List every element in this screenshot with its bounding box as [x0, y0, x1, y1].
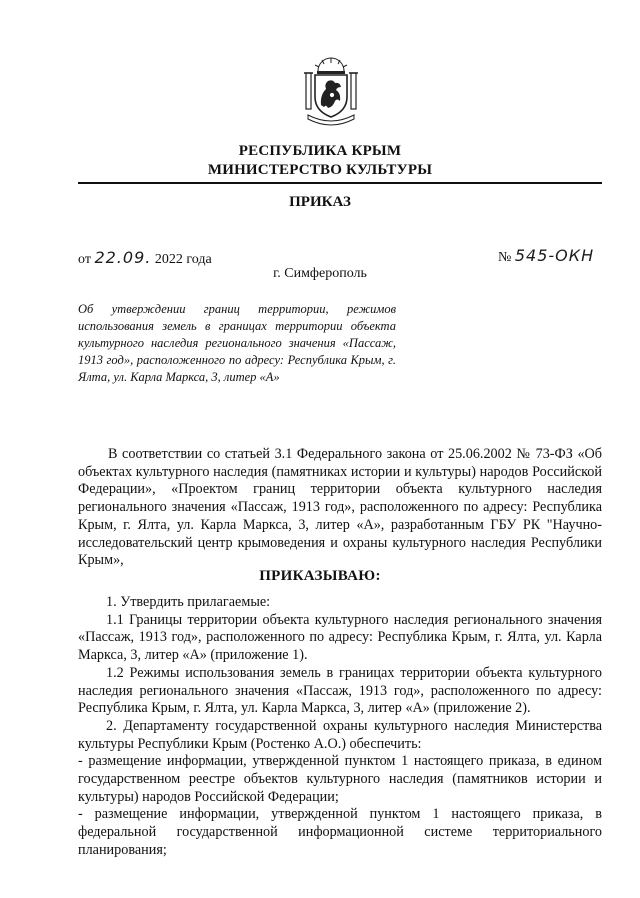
- org-name-line2: МИНИСТЕРСТВО КУЛЬТУРЫ: [207, 162, 433, 178]
- date-handwritten: 22.09.: [94, 248, 152, 267]
- order-heading: ПРИКАЗЫВАЮ:: [259, 568, 381, 584]
- item-1-1: 1.1 Границы территории объекта культурного наследия регионального значения «Пассаж, 1913 год», расположенного по адресу: Республика Крым, г. Ялта, ул. Карла Маркса, 3, литер «А» (приложение 1).: [78, 611, 602, 664]
- item-2-bullet-b: - размещение информации, утвержденной пунктом 1 настоящего приказа, в федеральной государственной информационной системе территориального планирования;: [78, 806, 602, 858]
- date-suffix: 2022 года: [154, 252, 212, 267]
- preamble-paragraph: В соответствии со статьей 3.1 Федерального закона от 25.06.2002 № 73-ФЗ «Об объектах культурного наследия (памятниках истории и культуры) народов Российской Федерации», «Проектом границ территории объекта культурного наследия регионального значения «Пассаж, 1913 год», расположенного по адресу: Республика Крым, г. Ялта, ул. Карла Маркса, 3, литер «А», разработанным ГБУ РК "Научно-исследовательский центр крымоведения и охраны культурного наследия Республики Крым»,: [78, 446, 602, 569]
- order-items: [78, 594, 602, 860]
- number-handwritten: 545-ОКН: [514, 246, 595, 265]
- item-2: 2. Департаменту государственной охраны культурного наследия Министерства культуры Республики Крым (Ростенко А.О.) обеспечить:: [78, 717, 602, 752]
- city: г. Симферополь: [273, 266, 367, 281]
- document-title: Об утверждении границ территории, режимов использования земель в границах территории объекта культурного наследия регионального значения «Пассаж, 1913 год», расположенного по адресу: Республика Крым, г. Ялта, ул. Карла Маркса, 3, литер «А»: [78, 302, 396, 384]
- header-divider: [78, 182, 602, 184]
- item-1-2: 1.2 Режимы использования земель в границах территории объекта культурного наследия регионального значения «Пассаж, 1913 год», расположенного по адресу: Республика Крым, г. Ялта, ул. Карла Маркса, 3, литер «А» (приложение 2).: [78, 664, 602, 717]
- item-1: 1. Утвердить прилагаемые:: [106, 594, 271, 610]
- document-number: [498, 246, 594, 266]
- document-type: ПРИКАЗ: [289, 194, 351, 210]
- number-prefix: №: [498, 250, 512, 265]
- date-line: [78, 248, 212, 268]
- org-name-line1: РЕСПУБЛИКА КРЫМ: [238, 143, 402, 159]
- crimea-coat-of-arms-icon: [300, 55, 362, 127]
- item-2-bullet-a: - размещение информации, утвержденной пунктом 1 настоящего приказа, в едином государственном реестре объектов культурного наследия (памятников истории и культуры) народов Российской Федерации;: [78, 753, 602, 805]
- date-prefix: от: [78, 252, 91, 267]
